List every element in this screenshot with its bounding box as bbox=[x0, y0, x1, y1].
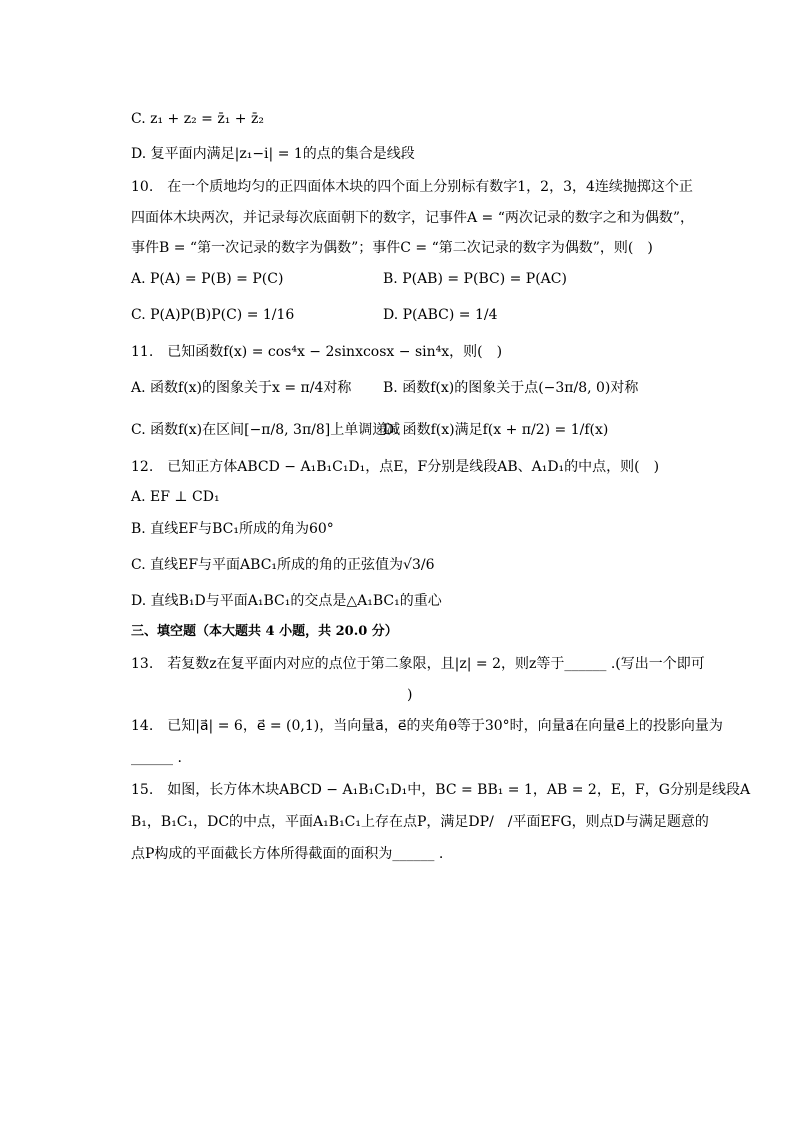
q14-stem-line-1: 14. 已知|a⃗| = 6，e⃗ = (0,1)，当向量a⃗，e⃗的夹角θ等于30°时，向量a⃗在向量e⃗上的投影向量为 bbox=[131, 718, 723, 734]
q12-stem: 12. 已知正方体ABCD − A₁B₁C₁D₁，点E，F分别是线段AB、A₁D₁的中点，则( ) bbox=[131, 459, 660, 475]
q9-option-c: C. z₁ + z₂ = z̄₁ + z̄₂ bbox=[131, 111, 264, 127]
q12-option-c: C. 直线EF与平面ABC₁所成的角的正弦值为√3/6 bbox=[131, 557, 435, 573]
q10-option-b: B. P(AB) = P(BC) = P(AC) bbox=[383, 271, 567, 287]
q12-option-b: B. 直线EF与BC₁所成的角为60° bbox=[131, 521, 334, 537]
q12-option-d: D. 直线B₁D与平面A₁BC₁的交点是△A₁BC₁的重心 bbox=[131, 593, 442, 609]
q15-stem-line-3: 点P构成的平面截长方体所得截面的面积为______ . bbox=[131, 846, 444, 862]
q11-option-a: A. 函数f(x)的图象关于x = π/4对称 bbox=[131, 380, 352, 396]
q10-stem-line-3: 事件B = “第一次记录的数字为偶数”；事件C = “第二次记录的数字为偶数”，则( ) bbox=[131, 240, 653, 256]
q14-stem-line-2: ______ . bbox=[131, 750, 182, 766]
q10-stem-line-1: 10. 在一个质地均匀的正四面体木块的四个面上分别标有数字1，2，3，4连续抛掷这个正 bbox=[131, 179, 693, 195]
q10-option-a: A. P(A) = P(B) = P(C) bbox=[131, 271, 284, 287]
q10-option-c: C. P(A)P(B)P(C) = 1/16 bbox=[131, 307, 295, 323]
q15-stem-line-1: 15. 如图，长方体木块ABCD − A₁B₁C₁D₁中，BC = BB₁ = 1，AB = 2，E，F，G分别是线段A bbox=[131, 782, 751, 798]
q11-option-c: C. 函数f(x)在区间[−π/8, 3π/8]上单调递减 bbox=[131, 422, 401, 438]
q11-option-b: B. 函数f(x)的图象关于点(−3π/8, 0)对称 bbox=[383, 380, 639, 396]
q9-option-d: D. 复平面内满足|z₁−i| = 1的点的集合是线段 bbox=[131, 146, 415, 162]
q10-option-d: D. P(ABC) = 1/4 bbox=[383, 307, 498, 323]
q11-option-d: D. 函数f(x)满足f(x + π/2) = 1/f(x) bbox=[383, 422, 609, 438]
q13-stem-line-1: 13. 若复数z在复平面内对应的点位于第二象限，且|z| = 2，则z等于______ .(写出一个即可 bbox=[131, 656, 705, 672]
q10-stem-line-2: 四面体木块两次，并记录每次底面朝下的数字，记事件A = “两次记录的数字之和为偶数”， bbox=[131, 210, 695, 226]
q12-option-a: A. EF ⊥ CD₁ bbox=[131, 489, 220, 505]
q11-stem: 11. 已知函数f(x) = cos⁴x − 2sinxcosx − sin⁴x，则( ) bbox=[131, 344, 503, 360]
section-heading-fill-in: 三、填空题（本大题共 4 小题，共 20.0 分） bbox=[131, 624, 398, 639]
q15-stem-line-2: B₁，B₁C₁，DC的中点，平面A₁B₁C₁上存在点P，满足DP/ /平面EFG，则点D与满足题意的 bbox=[131, 814, 709, 830]
q13-stem-line-2: ) bbox=[407, 687, 413, 703]
